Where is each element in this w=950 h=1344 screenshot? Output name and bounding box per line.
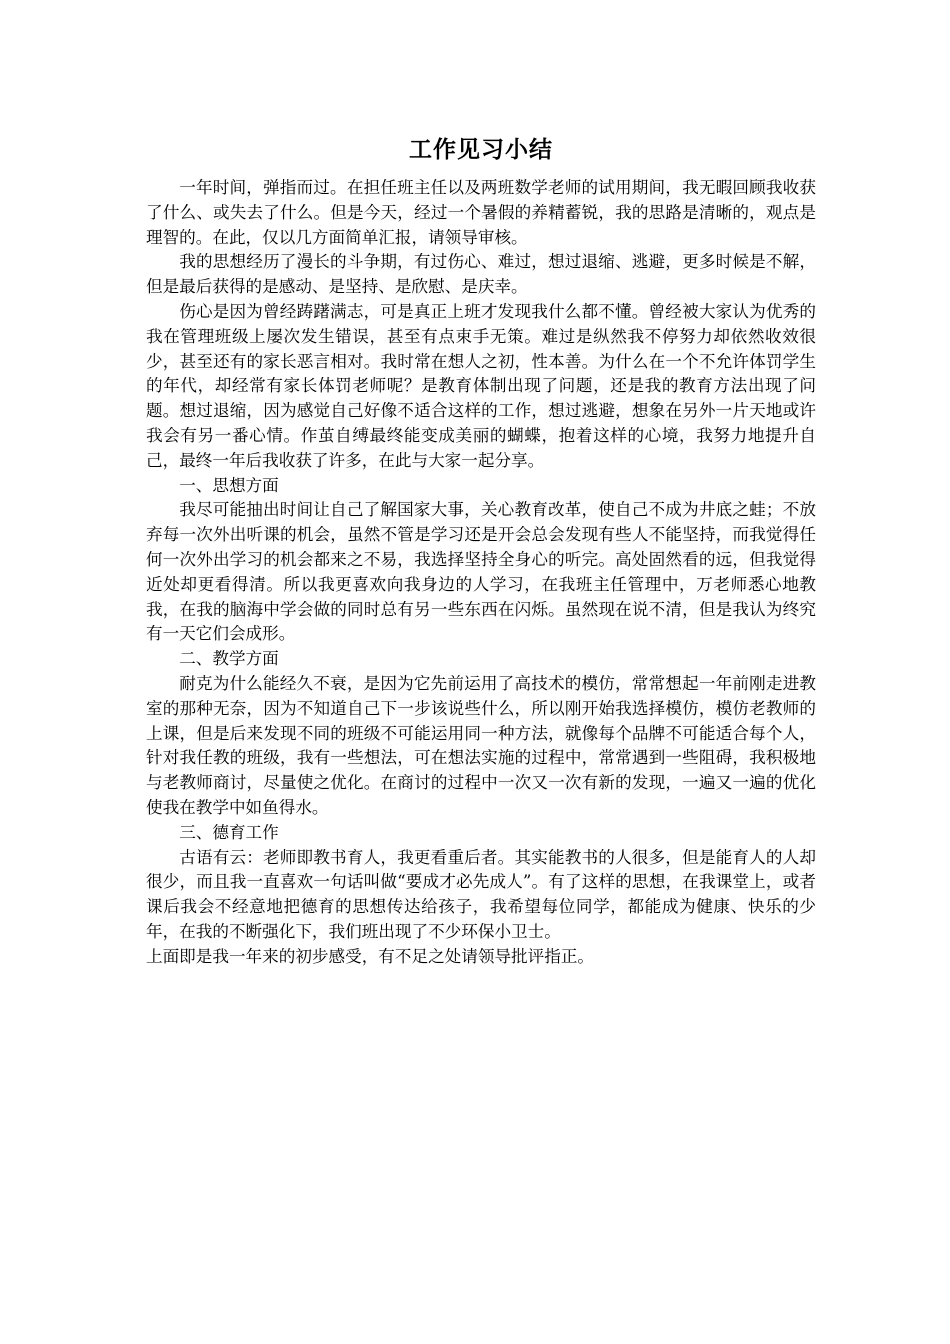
paragraph-intro: 一年时间，弹指而过。在担任班主任以及两班数学老师的试用期间，我无暇回顾我收获了什么、或失去了什么。但是今天，经过一个暑假的养精蓄锐，我的思路是清晰的，观点是理智的。在此，仅以几方面简单汇报，请领导审核。 (146, 178, 816, 247)
paragraph-thinking: 我尽可能抽出时间让自己了解国家大事，关心教育改革，使自己不成为井底之蛙；不放弃每一次外出听课的机会，虽然不管是学习还是开会总会发现有些人不能坚持，而我觉得任何一次外出学习的机会都来之不易，我选择坚持全身心的听完。高处固然看的远，但我觉得近处却更看得清。所以我更喜欢向我身边的人学习，在我班主任管理中，万老师悉心地教我，在我的脑海中学会做的同时总有另一些东西在闪烁。虽然现在说不清，但是我认为终究有一天它们会成形。 (146, 500, 816, 644)
section-heading-moral-education: 三、德育工作 (179, 822, 279, 842)
section-heading-teaching: 二、教学方面 (179, 649, 279, 669)
paragraph-moral-education: 古语有云：老师即教书育人，我更看重后者。其实能教书的人很多，但是能育人的人却很少，而且我一直喜欢一句话叫做“要成才必先成人”。有了这样的思想，在我课堂上，或者课后我会不经意地把德育的思想传达给孩子，我希望每位同学，都能成为健康、快乐的少年，在我的不断强化下，我们班出现了不少环保小卫士。 (146, 847, 816, 941)
paragraph-struggles: 伤心是因为曾经踌躇满志，可是真正上班才发现我什么都不懂。曾经被大家认为优秀的我在管理班级上屡次发生错误，甚至有点束手无策。难过是纵然我不停努力却依然收效很少，甚至还有的家长恶言相对。我时常在想人之初，性本善。为什么在一个不允许体罚学生的年代，却经常有家长体罚老师呢？是教育体制出现了问题，还是我的教育方法出现了问题。想过退缩，因为感觉自己好像不适合这样的工作，想过逃避，想象在另外一片天地或许我会有另一番心情。作茧自缚最终能变成美丽的蝴蝶，抱着这样的心境，我努力地提升自己，最终一年后我收获了许多，在此与大家一起分享。 (146, 301, 816, 470)
paragraph-teaching: 耐克为什么能经久不衰，是因为它先前运用了高技术的模仿，常常想起一年前刚走进教室的那种无奈，因为不知道自己下一步该说些什么，所以刚开始我选择模仿，模仿老教师的上课，但是后来发现不同的班级不可能运用同一种方法，就像每个品牌不可能适合每个人，针对我任教的班级，我有一些想法，可在想法实施的过程中，常常遇到一些阻碍，我积极地与老教师商讨，尽量使之优化。在商讨的过程中一次又一次有新的发现，一遍又一遍的优化使我在教学中如鱼得水。 (146, 673, 816, 817)
document-title: 工作见习小结 (409, 137, 553, 163)
paragraph-thoughts: 我的思想经历了漫长的斗争期，有过伤心、难过，想过退缩、逃避，更多时候是不解，但是最后获得的是感动、是坚持、是欣慰、是庆幸。 (146, 252, 816, 297)
paragraph-closing: 上面即是我一年来的初步感受，有不足之处请领导批评指正。 (146, 946, 595, 966)
document-page (146, 132, 816, 970)
section-heading-thinking: 一、思想方面 (179, 475, 279, 495)
